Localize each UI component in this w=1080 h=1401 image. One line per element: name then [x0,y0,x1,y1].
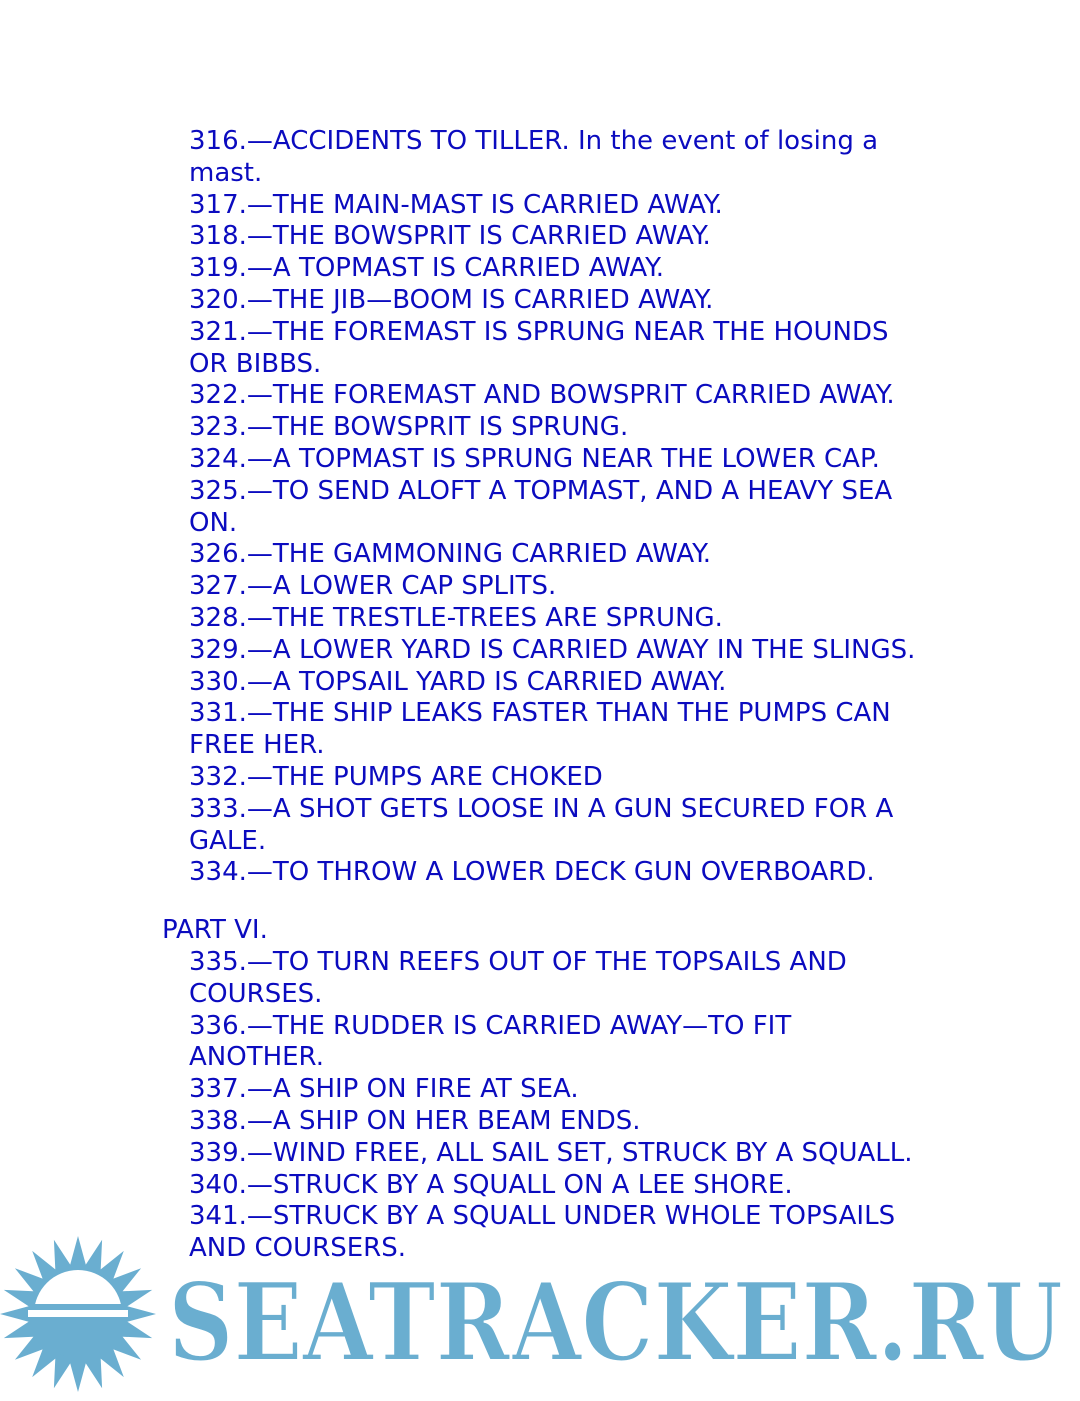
toc-entry: 340.—STRUCK BY A SQUALL ON A LEE SHORE. [189,1169,793,1200]
toc-entry: 330.—A TOPSAIL YARD IS CARRIED AWAY. [189,666,727,697]
toc-entry: 326.—THE GAMMONING CARRIED AWAY. [189,539,712,570]
toc-entry: 324.—A TOPMAST IS SPRUNG NEAR THE LOWER CAP. [189,443,880,474]
toc-entry: 341.—STRUCK BY A SQUALL UNDER WHOLE TOPSAILS AND COURSERS. [189,1201,896,1264]
toc-entry: 317.—THE MAIN-MAST IS CARRIED AWAY. [189,189,723,220]
toc-entry: 316.—ACCIDENTS TO TILLER. In the event of losing a mast. [189,126,879,188]
table-of-contents [0,126,1080,1265]
watermark-graphic [0,1236,1080,1397]
toc-entry: 328.—THE TRESTLE-TREES ARE SPRUNG. [189,602,723,633]
watermark [0,1236,1080,1397]
toc-entry: 325.—TO SEND ALOFT A TOPMAST, AND A HEAVY SEA ON. [189,475,893,538]
toc-entry: 320.—THE JIB—BOOM IS CARRIED AWAY. [189,284,714,315]
toc-entry: 322.—THE FOREMAST AND BOWSPRIT CARRIED AWAY. [189,380,895,411]
toc-entry: 331.—THE SHIP LEAKS FASTER THAN THE PUMPS CAN FREE HER. [189,698,891,761]
watermark-text: SEATRACKER.RU [168,1260,1063,1386]
sun-icon [0,1236,156,1392]
toc-entry: 319.—A TOPMAST IS CARRIED AWAY. [189,253,665,284]
toc-entry: 318.—THE BOWSPRIT IS CARRIED AWAY. [189,221,711,252]
part-heading: PART VI. [162,915,268,946]
toc-entry: 337.—A SHIP ON FIRE AT SEA. [189,1074,579,1105]
toc-entry: 333.—A SHOT GETS LOOSE IN A GUN SECURED FOR A GALE. [189,793,894,856]
toc-entry: 338.—A SHIP ON HER BEAM ENDS. [189,1105,641,1136]
toc-entry: 329.—A LOWER YARD IS CARRIED AWAY IN THE SLINGS. [189,634,916,665]
toc-entry: 332.—THE PUMPS ARE CHOKED [189,761,603,792]
toc-entry: 336.—THE RUDDER IS CARRIED AWAY—TO FIT ANOTHER. [189,1010,792,1073]
toc-entry: 327.—A LOWER CAP SPLITS. [189,571,557,602]
toc-entry: 339.—WIND FREE, ALL SAIL SET, STRUCK BY A SQUALL. [189,1137,913,1168]
toc-entry: 323.—THE BOWSPRIT IS SPRUNG. [189,412,629,443]
toc-entry: 334.—TO THROW A LOWER DECK GUN OVERBOARD. [189,857,875,888]
toc-entry: 321.—THE FOREMAST IS SPRUNG NEAR THE HOUNDS OR BIBBS. [189,316,889,379]
toc-entry: 335.—TO TURN REEFS OUT OF THE TOPSAILS AND COURSES. [189,946,847,1009]
